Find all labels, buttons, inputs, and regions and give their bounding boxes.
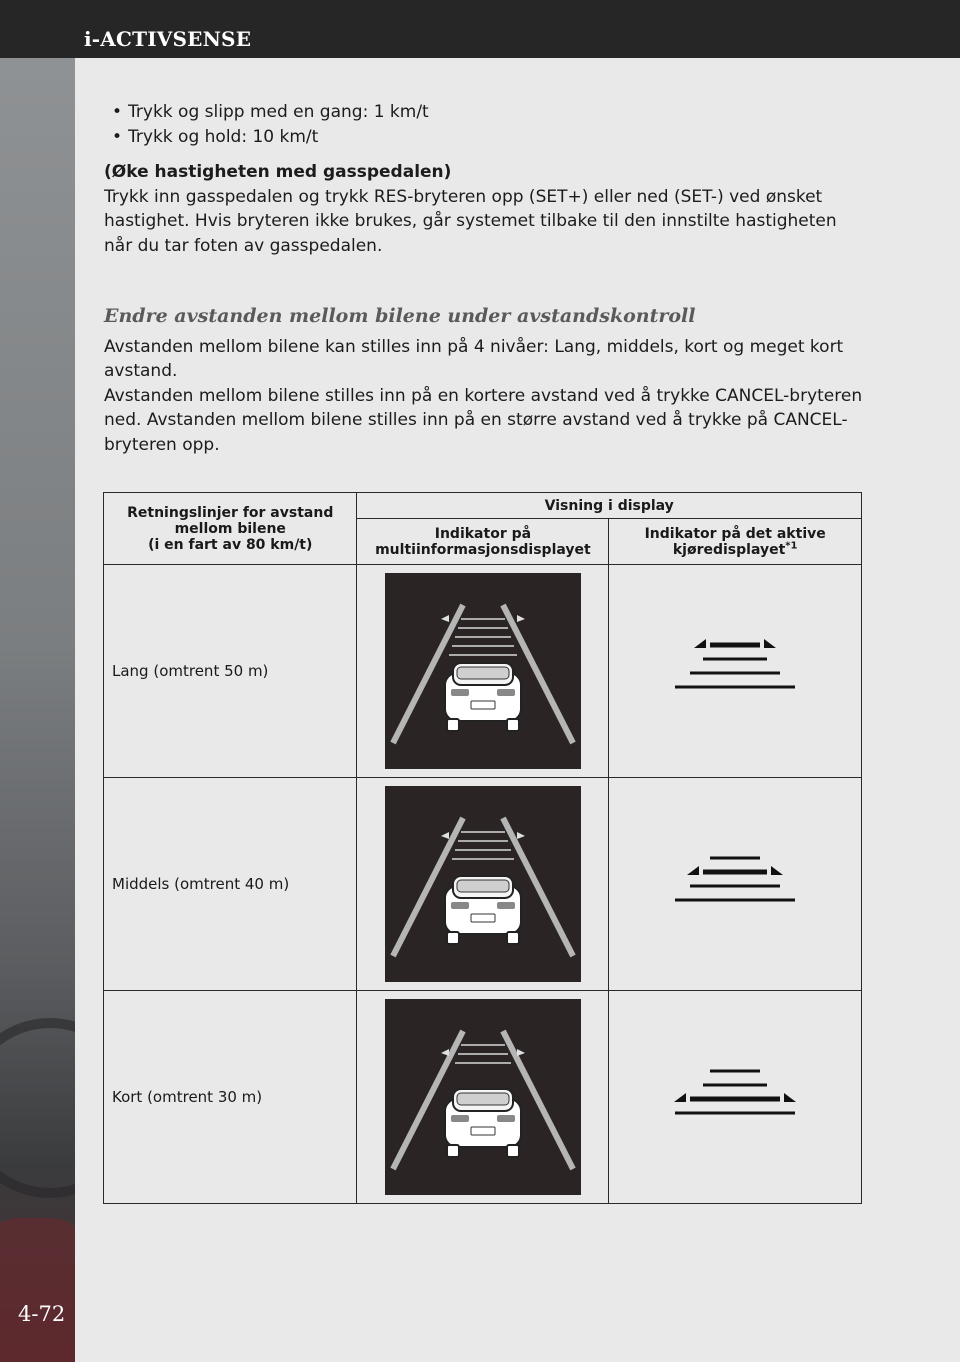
arrow-marker-icon: [674, 1093, 686, 1102]
multi-info-display-icon: [385, 573, 581, 769]
active-driving-display-icon: [660, 631, 810, 711]
group-header-display: Visning i display: [357, 493, 862, 519]
distance-label: Middels (omtrent 40 m): [104, 778, 357, 991]
multi-info-indicator-cell: [357, 565, 609, 778]
distance-row: [104, 991, 862, 1204]
steering-wheel-decoration: [0, 1018, 75, 1198]
multi-info-indicator-cell: [357, 778, 609, 991]
accelerator-paragraph: Trykk inn gasspedalen og trykk RES-bryteren opp (SET+) eller ned (SET-) ved ønsket hastighet. Hvis bryteren ikke brukes, går systemet tilbake til den innstilte hastigheten når du tar foten av gasspedalen.: [104, 186, 837, 256]
distance-table: [103, 492, 862, 1204]
multi-info-display-icon: [385, 999, 581, 1195]
cancel-switch-paragraph: Avstanden mellom bilene stilles inn på en kortere avstand ved å trykke CANCEL-bryteren ned. Avstanden mellom bilene stilles inn på en større avstand ved å trykke på CANCEL-bryteren opp.: [104, 385, 863, 455]
multi-info-display-icon: [385, 786, 581, 982]
footnote-mark: *1: [785, 539, 798, 551]
header-line: Retningslinjer for avstand: [127, 504, 334, 521]
main-content: [104, 100, 864, 457]
col-header-guidelines: [104, 493, 357, 565]
speed-bullet-list: [104, 100, 864, 149]
arrow-marker-icon: [764, 639, 776, 648]
arrow-marker-icon: [687, 866, 699, 875]
active-driving-indicator-cell: [609, 778, 862, 991]
arrow-marker-icon: [694, 639, 706, 648]
distance-label: Lang (omtrent 50 m): [104, 565, 357, 778]
header-line: Indikator på det aktive: [644, 525, 826, 542]
arrow-marker-icon: [771, 866, 783, 875]
active-driving-display-icon: [660, 1057, 810, 1137]
bullet-item: • Trykk og hold: 10 km/t: [104, 125, 864, 150]
car-rear-icon: [445, 876, 521, 944]
section-heading: Endre avstanden mellom bilene under avstandskontroll: [104, 305, 696, 327]
header-title: i-ACTIVSENSE: [84, 27, 252, 51]
multi-info-indicator-cell: [357, 991, 609, 1204]
active-driving-indicator-cell: [609, 991, 862, 1204]
page-number: 4-72: [18, 1302, 66, 1326]
header-line: Indikator på: [434, 525, 532, 542]
car-rear-icon: [445, 663, 521, 731]
seat-decoration: [0, 1218, 75, 1362]
col-header-active-driving: [609, 519, 862, 565]
header-line: multiinformasjonsdisplayet: [375, 541, 591, 558]
distance-label: Kort (omtrent 30 m): [104, 991, 357, 1204]
distance-levels-paragraph: Avstanden mellom bilene kan stilles inn på 4 nivåer: Lang, middels, kort og meget kort avstand.: [104, 336, 844, 381]
car-rear-icon: [445, 1089, 521, 1157]
arrow-marker-icon: [784, 1093, 796, 1102]
accelerator-heading: (Øke hastigheten med gasspedalen): [104, 162, 452, 182]
header-line: [609, 539, 861, 558]
col-header-multi-info: [357, 519, 609, 565]
distance-row: [104, 565, 862, 778]
header-text: kjøredisplayet: [672, 541, 786, 558]
header-line: mellom bilene: [174, 520, 286, 537]
distance-row: [104, 778, 862, 991]
bullet-item: • Trykk og slipp med en gang: 1 km/t: [104, 100, 864, 125]
side-image-strip: [0, 58, 75, 1362]
header-line: (i en fart av 80 km/t): [148, 536, 313, 553]
active-driving-display-icon: [660, 844, 810, 924]
active-driving-indicator-cell: [609, 565, 862, 778]
